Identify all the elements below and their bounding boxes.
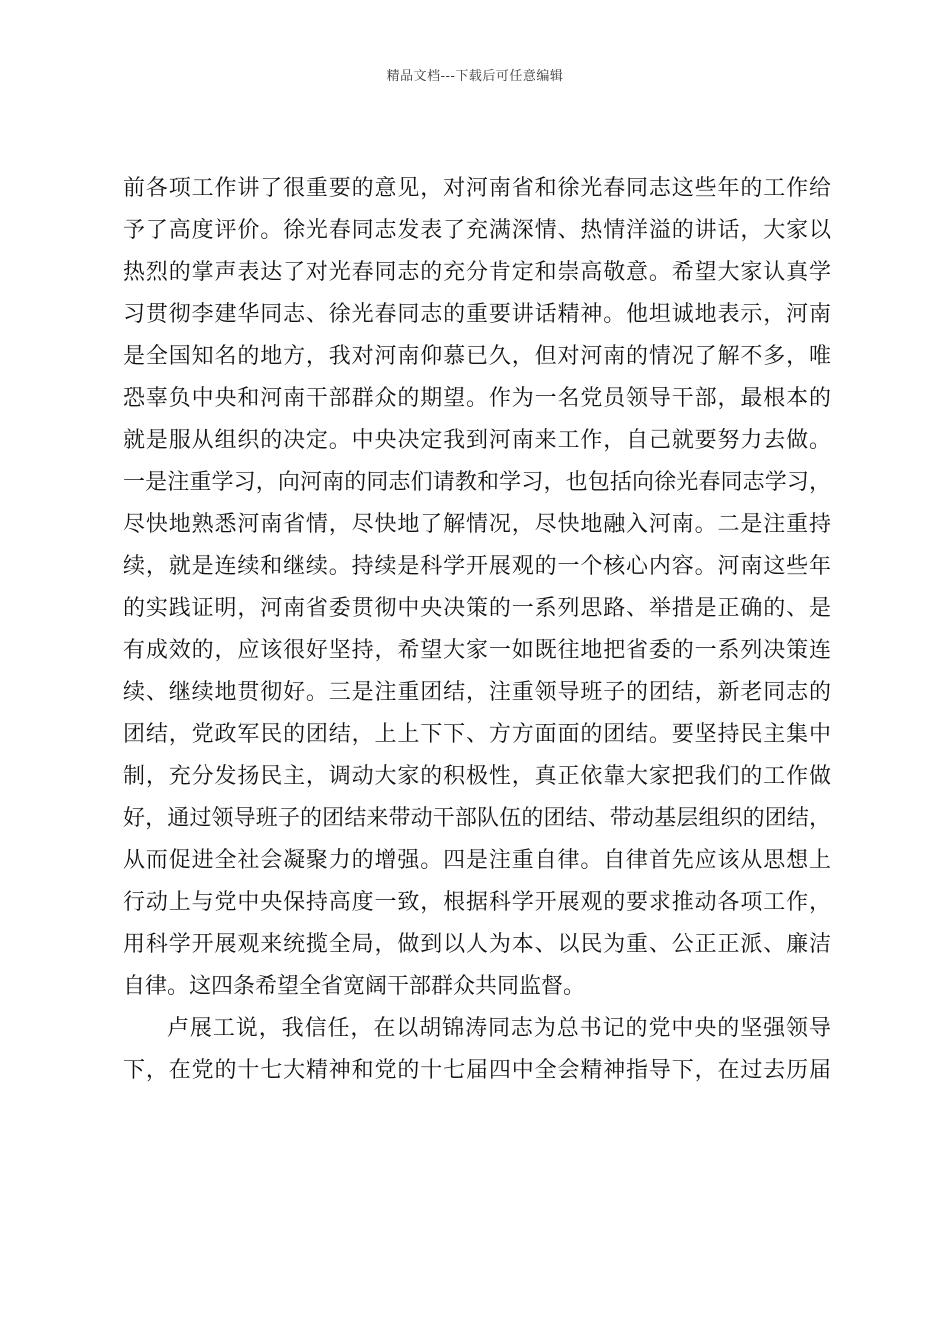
text-line: 团结，党政军民的团结，上上下下、方方面面的团结。要坚持民主集中 [123,722,831,747]
text-line: 恐辜负中央和河南干部群众的期望。作为一名党员领导干部，最根本的 [123,386,831,411]
page-header: 精品文档---下载后可任意编辑 [386,69,564,84]
text-line: 用科学开展观来统揽全局，做到以人为本、以民为重、公正正派、廉洁 [123,932,831,957]
text-line: 一是注重学习，向河南的同志们请教和学习，也包括向徐光春同志学习， [123,470,831,495]
paragraph [123,1008,831,1092]
text-line: 好，通过领导班子的团结来带动干部队伍的团结、带动基层组织的团结， [123,806,831,831]
text-line: 续，就是连续和继续。持续是科学开展观的一个核心内容。河南这些年 [123,554,831,579]
text-line: 有成效的，应该很好坚持，希望大家一如既往地把省委的一系列决策连 [123,638,831,663]
text-line: 是全国知名的地方，我对河南仰慕已久，但对河南的情况了解不多，唯 [123,344,831,369]
text-line: 的实践证明，河南省委贯彻中央决策的一系列思路、举措是正确的、是 [123,596,831,621]
text-line: 前各项工作讲了很重要的意见，对河南省和徐光春同志这些年的工作给 [123,176,831,201]
paragraph [123,168,831,1008]
document-body [123,168,831,1092]
text-line: 续、继续地贯彻好。三是注重团结，注重领导班子的团结，新老同志的 [123,680,831,705]
text-line: 自律。这四条希望全省宽阔干部群众共同监督。 [123,974,586,999]
text-line: 下，在党的十七大精神和党的十七届四中全会精神指导下，在过去历届 [123,1058,831,1083]
text-line: 行动上与党中央保持高度一致，根据科学开展观的要求推动各项工作， [123,890,831,915]
text-line: 热烈的掌声表达了对光春同志的充分肯定和崇高敬意。希望大家认真学 [123,260,831,285]
text-line: 从而促进全社会凝聚力的增强。四是注重自律。自律首先应该从思想上 [123,848,831,873]
text-line: 予了高度评价。徐光春同志发表了充满深情、热情洋溢的讲话，大家以 [123,218,831,243]
text-line: 就是服从组织的决定。中央决定我到河南来工作，自己就要努力去做。 [123,428,831,453]
text-line: 卢展工说，我信任，在以胡锦涛同志为总书记的党中央的坚强领导 [167,1016,831,1041]
text-line: 习贯彻李建华同志、徐光春同志的重要讲话精神。他坦诚地表示，河南 [123,302,831,327]
text-line: 制，充分发扬民主，调动大家的积极性，真正依靠大家把我们的工作做 [123,764,831,789]
text-line: 尽快地熟悉河南省情，尽快地了解情况，尽快地融入河南。二是注重持 [123,512,831,537]
